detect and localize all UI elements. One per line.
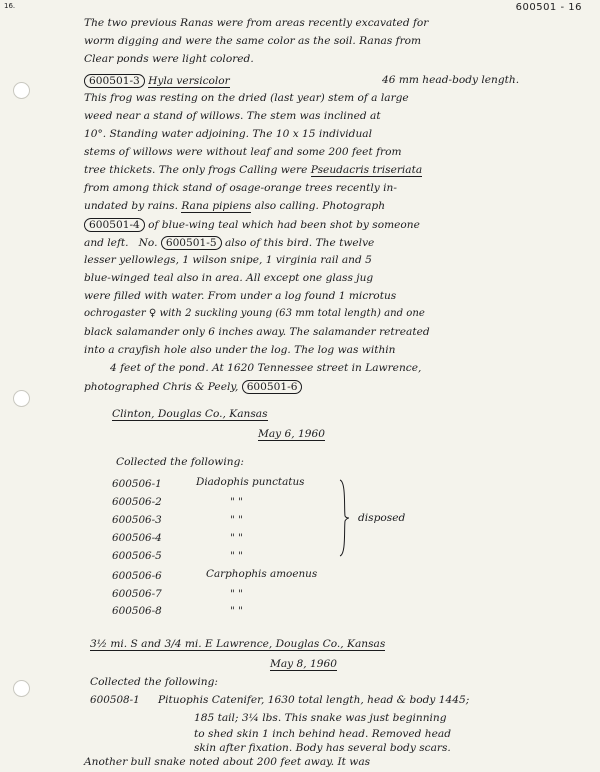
specimen-number: 600506-2: [112, 496, 162, 508]
body-line: [84, 200, 385, 212]
specimen-number: 600506-6: [112, 570, 162, 582]
specimen-species: " ": [230, 588, 243, 600]
specimen-species: " ": [230, 496, 243, 508]
locality-heading: Clinton, Douglas Co., Kansas: [112, 408, 268, 420]
specimen-number: 600506-4: [112, 532, 162, 544]
specimen-number: 600506-1: [112, 478, 162, 490]
specimen-number: 600506-7: [112, 588, 162, 600]
body-line: [84, 164, 422, 176]
body-text: tree thickets. The only frogs Calling were: [84, 164, 308, 176]
body-line: stems of willows were without leaf and some 200 feet from: [84, 146, 402, 158]
specimen-description: Another bull snake noted about 200 feet away. It was: [84, 756, 371, 768]
body-text: Photograph: [322, 200, 386, 212]
locality-heading: 3½ mi. S and 3/4 mi. E Lawrence, Douglas Co., Kansas: [90, 638, 386, 650]
catalog-number-circled: 600501-3: [84, 74, 145, 88]
body-line: This frog was resting on the dried (last year) stem of a large: [84, 92, 409, 104]
body-text: also calling.: [254, 200, 319, 212]
collected-heading: Collected the following:: [116, 456, 244, 468]
specimen-number: 600508-1: [90, 694, 140, 706]
species-name: Rana pipiens: [181, 200, 252, 212]
body-line: weed near a stand of willows. The stem was inclined at: [84, 110, 381, 122]
specimen-species: " ": [230, 605, 243, 617]
body-text: photographed Chris & Peely,: [84, 381, 239, 393]
species-name: Pseudacris triseriata: [310, 164, 423, 176]
collected-heading: Collected the following:: [90, 676, 218, 688]
entry-heading: [84, 74, 230, 88]
catalog-number-circled: 600501-6: [242, 380, 303, 394]
measurement: 46 mm head-body length.: [382, 74, 520, 86]
specimen-species: Carphophis amoenus: [206, 568, 318, 580]
body-text: undated by rains.: [84, 200, 178, 212]
body-line: were filled with water. From under a log found 1 microtus: [84, 290, 397, 302]
specimen-species: Diadophis punctatus: [196, 476, 305, 488]
binder-hole: [13, 680, 30, 697]
body-text: The twelve: [315, 237, 375, 249]
body-line: from among thick stand of osage-orange trees recently in-: [84, 182, 397, 194]
specimen-species: " ": [230, 532, 243, 544]
body-line: 4 feet of the pond. At 1620 Tennessee street in Lawrence,: [110, 362, 422, 374]
catalog-number-circled: 600501-4: [84, 218, 145, 232]
specimen-number: 600506-5: [112, 550, 162, 562]
paragraph-line: The two previous Ranas were from areas recently excavated for: [84, 17, 429, 29]
paragraph-line: worm digging and were the same color as the soil. Ranas from: [84, 35, 422, 47]
disposed-label: disposed: [358, 512, 406, 524]
specimen-number: 600506-8: [112, 605, 162, 617]
binder-hole: [13, 82, 30, 99]
body-line: [84, 236, 374, 250]
body-line: 10°. Standing water adjoining. The 10 x 15 individual: [84, 128, 372, 140]
corner-mark: 16.: [4, 2, 16, 10]
binder-hole: [13, 390, 30, 407]
body-line: [84, 218, 420, 232]
specimen-description: skin after fixation. Body has several body scars.: [194, 742, 451, 754]
paragraph-line: Clear ponds were light colored.: [84, 53, 254, 65]
body-line: blue-winged teal also in area. All except one glass jug: [84, 272, 374, 284]
body-line: into a crayfish hole also under the log. The log was within: [84, 344, 396, 356]
body-text: No.: [138, 237, 158, 249]
species-name: Hyla versicolor: [148, 75, 230, 87]
brace-mark: [338, 478, 350, 558]
body-text: and left.: [84, 237, 129, 249]
body-line: black salamander only 6 inches away. The salamander retreated: [84, 326, 430, 338]
page-number: 600501 - 16: [515, 2, 582, 13]
body-line: lesser yellowlegs, 1 wilson snipe, 1 virginia rail and 5: [84, 254, 372, 266]
specimen-species: " ": [230, 550, 243, 562]
body-text: of blue-wing teal which had been shot by someone: [148, 219, 420, 231]
body-line: [84, 380, 302, 394]
specimen-description: 185 tail; 3¼ lbs. This snake was just beginning: [194, 712, 447, 724]
specimen-number: 600506-3: [112, 514, 162, 526]
body-text: also of this bird.: [224, 237, 313, 249]
locality-date: May 8, 1960: [270, 658, 337, 670]
catalog-number-circled: 600501-5: [161, 236, 222, 250]
body-line: ochrogaster ♀ with 2 suckling young (63 mm total length) and one: [84, 308, 425, 319]
specimen-description: to shed skin 1 inch behind head. Removed head: [194, 728, 451, 740]
locality-date: May 6, 1960: [258, 428, 325, 440]
specimen-description: Pituophis Catenifer, 1630 total length, head & body 1445;: [158, 694, 470, 706]
specimen-species: " ": [230, 514, 243, 526]
